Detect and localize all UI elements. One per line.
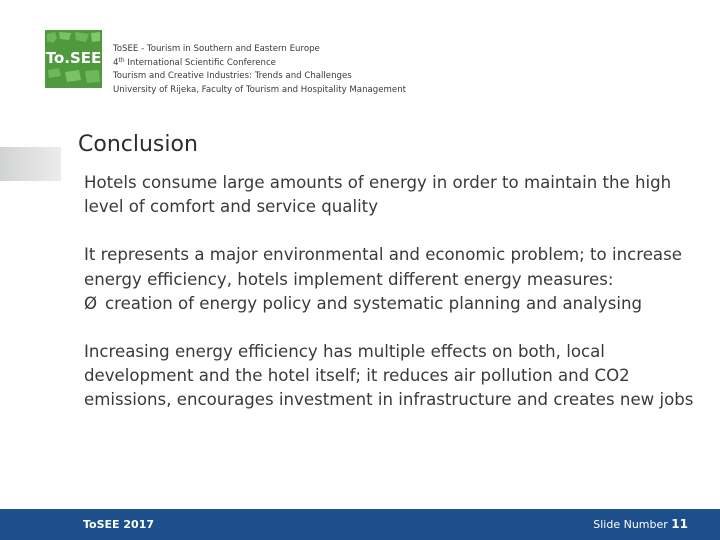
paragraph-hotels-energy: Hotels consume large amounts of energy in order to maintain the high level of comfort and service quality [84,173,672,217]
slide-body [84,171,709,413]
bullet-text: creation of energy policy and systematic planning and analysing [105,293,643,313]
conference-name: ToSEE - Tourism in Southern and Eastern Europe [113,44,320,54]
conference-theme: Tourism and Creative Industries: Trends and Challenges [113,71,352,82]
arrow-bullet-icon: Ø [84,293,98,313]
slide-header [0,0,720,105]
paragraph-effects: Increasing energy efficiency has multiple effects on both, local development and the hotel itself; it reduces air pollution and CO2 emissions, encourages investment in infrastructure and creates new jobs [84,342,694,410]
conference-edition: 4th International Scientific Conference [113,56,276,68]
footer-label: ToSEE 2017 [83,518,154,531]
logo-text: To.SEE [45,49,102,67]
conference-info [113,43,406,98]
conference-host: University of Rijeka, Faculty of Tourism and Hospitality Management [113,85,407,96]
tosee-logo [45,30,102,88]
side-accent-tab [0,147,61,181]
slide-title: Conclusion [78,132,198,157]
slide-footer [0,509,720,540]
bullet-item [84,292,709,316]
slide-number: Slide Number 11 [593,517,688,531]
paragraph-problem: It represents a major environmental and economic problem; to increase energy efficiency, hotels implement different energy measures: [84,245,682,289]
